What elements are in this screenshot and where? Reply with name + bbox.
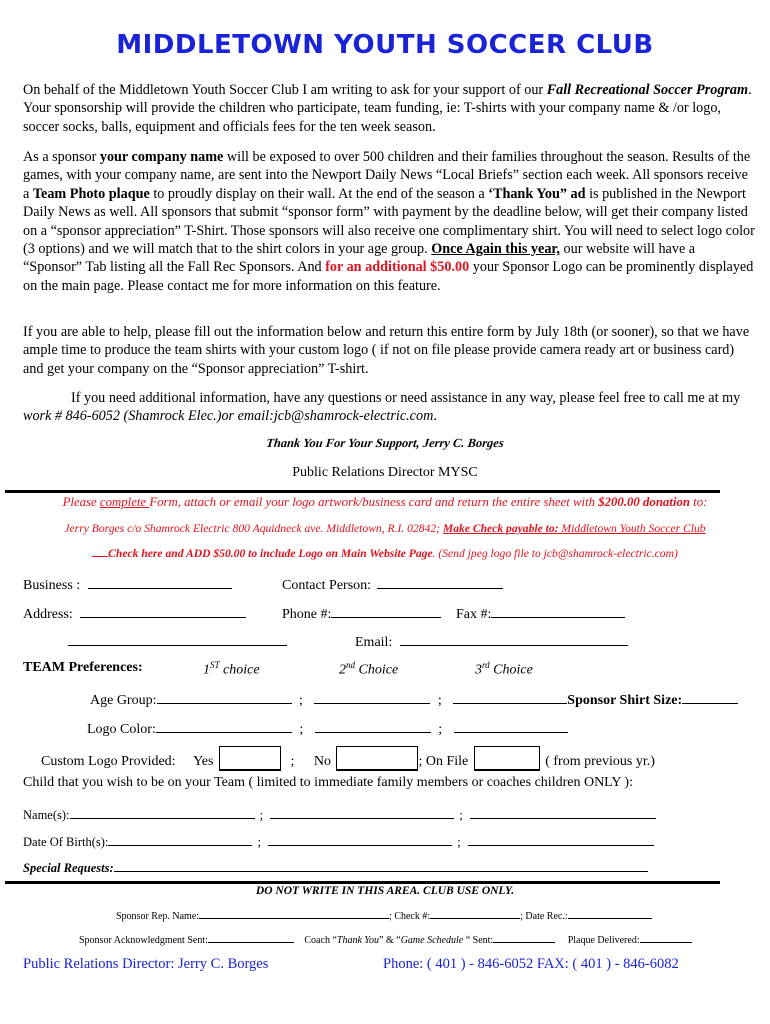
address-line2-field[interactable] <box>68 631 287 646</box>
dob-field-1[interactable] <box>108 831 252 846</box>
contact-paragraph: If you need additional information, have any questions or need assistance in any way, please feel free to call me at my work # 846-6052 (Shamrock Elec.)or email:jcb@shamrock-electric.com. <box>23 390 741 425</box>
age-group-choice1[interactable] <box>157 689 292 704</box>
fax-row: Fax #: <box>456 603 625 623</box>
check-number-field[interactable] <box>430 909 520 919</box>
logo-color-choice1[interactable] <box>156 718 292 733</box>
instructions-line: Please complete Form, attach or email your logo artwork/business card and return the entire sheet with $200.00 donation to: <box>62 495 708 509</box>
fax-field[interactable] <box>491 603 625 618</box>
age-group-choice3[interactable] <box>453 689 567 704</box>
section-divider <box>5 490 720 493</box>
third-choice-heading: 3rd Choice <box>475 660 533 678</box>
email-row: Email: <box>355 631 628 651</box>
special-requests-field[interactable] <box>114 857 648 872</box>
address-field[interactable] <box>80 603 246 618</box>
first-choice-heading: 1ST choice <box>203 660 260 678</box>
club-use-row1: Sponsor Rep. Name: ; Check #: ; Date Rec.: <box>116 909 652 922</box>
rep-name-field[interactable] <box>199 909 389 919</box>
second-choice-heading: 2nd Choice <box>339 660 399 678</box>
address-line2-row <box>68 631 287 651</box>
sponsor-benefits-paragraph: As a sponsor your company name will be exposed to over 500 children and their families throughout the season. Results of the games, with your company name, are sent into the Newport Daily News “Local Briefs” section each week. All sponsors receive a Team Photo plaque to proudly display on their wall. At the end of the season a ‘Thank You” ad is published in the Newport Daily News as well. All sponsors that submit “sponsor form” with payment by the deadline below, will get their company listed on a “sponsor appreciation” T-Shirt. Those sponsors will also receive one complimentary shirt. You will need to select logo color (3 options) and we will match that to the shirt colors in your age group. Once Again this year, our website will have a “Sponsor” Tab listing all the Fall Rec Sponsors. And for an additional $50.00 your Sponsor Logo can be prominently displayed on the main page. Please contact me for more information on this feature. <box>23 149 755 294</box>
pr-director-title: Public Relations Director MYSC <box>292 465 478 480</box>
deadline-paragraph: If you are able to help, please fill out the information below and return this entire form by July 18th (or sooner), so that we have ample time to produce the team shirts with your custom logo ( if not on file please provide camera ready art or business card) and get your company on the “Sponsor appreciation” T-shirt. <box>23 324 750 377</box>
custom-logo-yes-box[interactable] <box>219 746 281 771</box>
mailing-address-line: Jerry Borges c/o Shamrock Electric 800 Aquidneck ave. Middletown, R.I. 02842; Make Check payable to: Middletown Youth Soccer Club <box>64 522 706 535</box>
child-team-line: Child that you wish to be on your Team ( limited to immediate family members or coaches children ONLY ): <box>23 775 633 790</box>
logo-color-choice2[interactable] <box>315 718 431 733</box>
age-group-choice2[interactable] <box>314 689 430 704</box>
custom-logo-row: Custom Logo Provided: Yes ; No ; On File ( from previous yr.) <box>41 746 655 771</box>
club-title: MIDDLETOWN YOUTH SOCCER CLUB <box>116 30 654 60</box>
phone-row: Phone #: <box>282 603 441 623</box>
footer-pr-director: Public Relations Director: Jerry C. Borges <box>23 956 269 972</box>
footer-phone-fax: Phone: ( 401 ) - 846-6052 FAX: ( 401 ) - 846-6082 <box>383 956 679 972</box>
logo-addon-line: Check here and ADD $50.00 to include Logo on Main Website Page. (Send jpeg logo file to jcb@shamrock-electric.com) <box>0 546 770 560</box>
custom-logo-no-box[interactable] <box>336 746 418 771</box>
name-field-2[interactable] <box>270 804 454 819</box>
team-preferences-label: TEAM Preferences: <box>23 660 143 675</box>
shirt-size-field[interactable] <box>682 689 738 704</box>
business-row: Business : <box>23 574 232 594</box>
special-requests-row: Special Requests: <box>23 857 648 876</box>
dob-field-2[interactable] <box>268 831 452 846</box>
plaque-delivered-field[interactable] <box>640 933 692 943</box>
coach-sent-field[interactable] <box>493 933 555 943</box>
club-use-divider <box>5 881 720 884</box>
address-row: Address: <box>23 603 246 623</box>
club-use-header: DO NOT WRITE IN THIS AREA. CLUB USE ONLY. <box>255 885 515 897</box>
signature: Thank You For Your Support, Jerry C. Borges <box>265 436 505 450</box>
business-field[interactable] <box>88 574 232 589</box>
email-field[interactable] <box>400 631 628 646</box>
name-field-3[interactable] <box>470 804 656 819</box>
logo-addon-checkbox[interactable] <box>92 546 108 557</box>
contact-person-field[interactable] <box>377 574 503 589</box>
club-use-row2: Sponsor Acknowledgment Sent: Coach “Thank You” & “Game Schedule “ Sent: Plaque Delivered: <box>79 933 692 946</box>
age-group-row: Age Group: ; ; Sponsor Shirt Size: <box>90 689 738 709</box>
phone-field[interactable] <box>331 603 441 618</box>
logo-color-row: Logo Color: ; ; <box>87 718 568 738</box>
custom-logo-on-file-box[interactable] <box>474 746 540 771</box>
ack-sent-field[interactable] <box>208 933 294 943</box>
contact-row: Contact Person: <box>282 574 503 594</box>
names-row: Name(s): ; ; <box>23 804 656 823</box>
dob-field-3[interactable] <box>468 831 654 846</box>
dob-row: Date Of Birth(s): ; ; <box>23 831 654 850</box>
name-field-1[interactable] <box>70 804 255 819</box>
intro-paragraph: On behalf of the Middletown Youth Soccer Club I am writing to ask for your support of our Fall Recreational Soccer Program. Your sponsorship will provide the children who participate, team funding, ie: T-shirts with your company name & /or logo, soccer socks, balls, equipment and officials fees for the ten week season. <box>23 82 752 135</box>
logo-color-choice3[interactable] <box>454 718 568 733</box>
date-received-field[interactable] <box>568 909 652 919</box>
